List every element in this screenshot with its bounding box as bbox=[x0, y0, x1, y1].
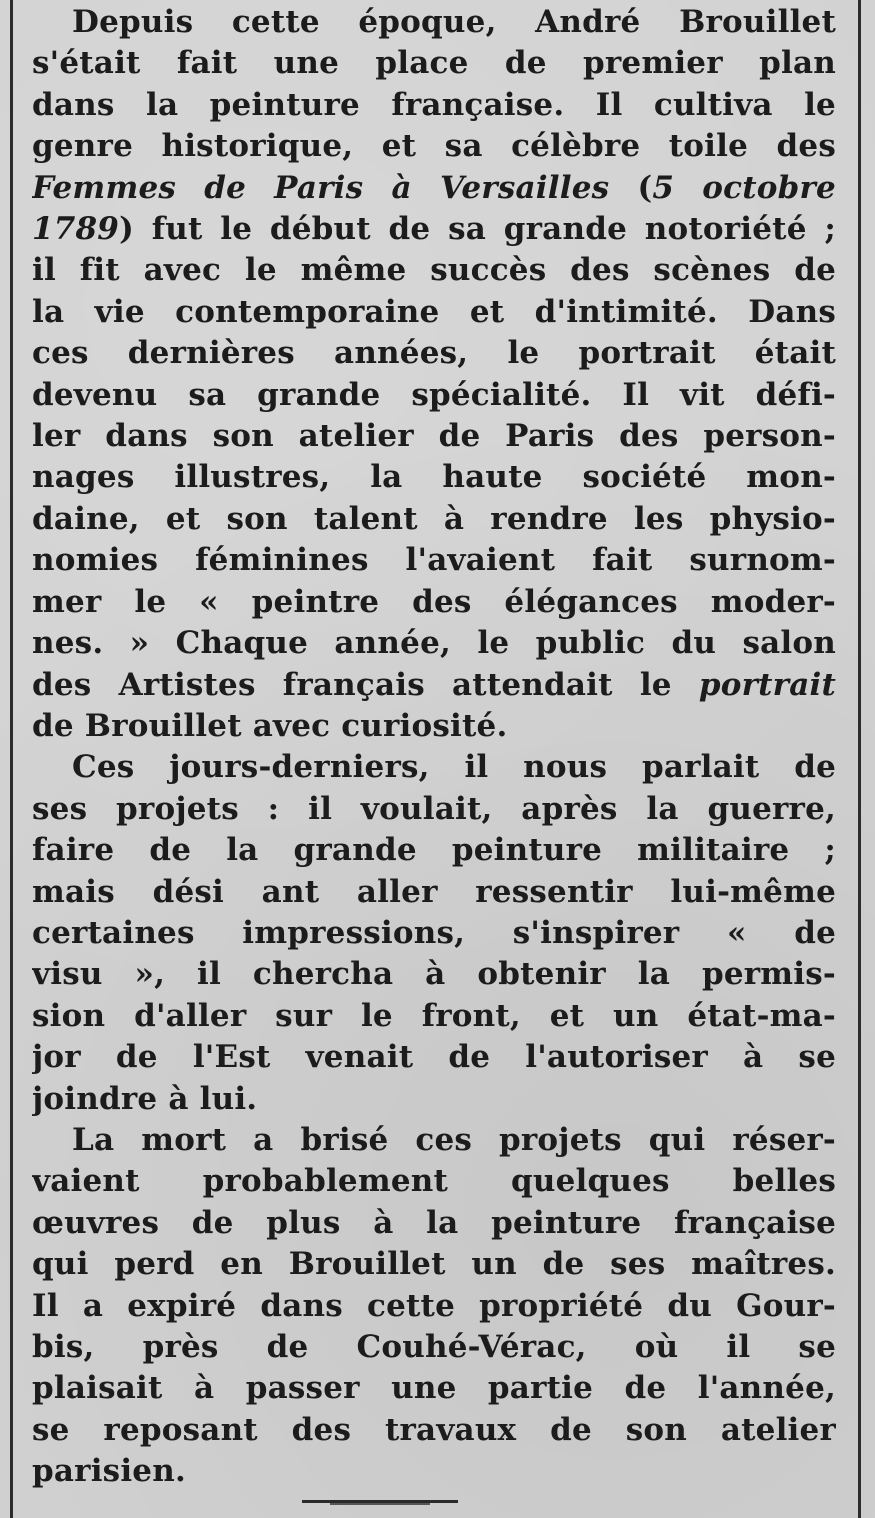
text-segment: joindre à lui. bbox=[32, 1080, 258, 1117]
italic-text-segment: 1789 bbox=[32, 211, 120, 248]
text-segment: nes. » Chaque année, le public du salon bbox=[32, 625, 836, 662]
text-line bbox=[32, 416, 836, 457]
text-line bbox=[32, 913, 836, 954]
text-line bbox=[32, 333, 836, 374]
text-segment: la vie contemporaine et d'intimité. Dans bbox=[32, 293, 836, 330]
text-line bbox=[32, 872, 836, 913]
text-segment: jor de l'Est venait de l'autoriser à se bbox=[32, 1039, 836, 1076]
text-segment: genre historique, et sa célèbre toile des bbox=[32, 128, 836, 165]
text-segment: mais dési ant aller ressentir lui-même bbox=[32, 873, 836, 910]
text-line bbox=[32, 1037, 836, 1078]
text-segment: ces dernières années, le portrait était bbox=[32, 335, 836, 372]
text-line bbox=[32, 292, 836, 333]
text-segment: œuvres de plus à la peinture française bbox=[32, 1204, 836, 1241]
article-column bbox=[32, 2, 836, 1493]
text-segment: des Artistes français attendait le bbox=[32, 666, 699, 703]
text-line bbox=[32, 706, 836, 747]
text-line bbox=[32, 1203, 836, 1244]
text-line bbox=[32, 375, 836, 416]
text-segment: vaient probablement quelques belles bbox=[32, 1163, 836, 1200]
article-paragraph bbox=[32, 1120, 836, 1493]
text-line bbox=[32, 499, 836, 540]
text-line bbox=[32, 209, 836, 250]
text-line bbox=[32, 1451, 836, 1492]
text-segment: mer le « peintre des élégances moder- bbox=[32, 583, 836, 620]
text-line bbox=[32, 540, 836, 581]
text-segment: La mort a brisé ces projets qui réser- bbox=[72, 1121, 836, 1158]
text-line bbox=[32, 2, 836, 43]
text-line bbox=[32, 457, 836, 498]
text-segment: dans la peinture française. Il cultiva le bbox=[32, 86, 836, 123]
text-line bbox=[32, 830, 836, 871]
text-line bbox=[32, 1327, 836, 1368]
text-segment: Il a expiré dans cette propriété du Gour- bbox=[32, 1287, 836, 1324]
text-segment: parisien. bbox=[32, 1453, 186, 1490]
text-line bbox=[32, 1244, 836, 1285]
column-rule-left bbox=[10, 0, 13, 1518]
text-line bbox=[32, 126, 836, 167]
text-segment: il fit avec le même succès des scènes de bbox=[32, 252, 836, 289]
text-line bbox=[32, 85, 836, 126]
text-line bbox=[32, 43, 836, 84]
text-segment: certaines impressions, s'inspirer « de bbox=[32, 914, 836, 951]
text-segment: faire de la grande peinture militaire ; bbox=[32, 832, 836, 869]
text-line bbox=[32, 250, 836, 291]
text-line bbox=[32, 954, 836, 995]
text-segment: s'était fait une place de premier plan bbox=[32, 45, 836, 82]
text-segment: ( bbox=[609, 169, 653, 206]
text-line bbox=[32, 747, 836, 788]
article-paragraph bbox=[32, 747, 836, 1120]
text-line bbox=[32, 996, 836, 1037]
text-line bbox=[32, 1410, 836, 1451]
text-segment: se reposant des travaux de son atelier bbox=[32, 1411, 836, 1448]
text-segment: ) fut le début de sa grande notoriété ; bbox=[119, 211, 836, 248]
text-segment: ler dans son atelier de Paris des person- bbox=[32, 418, 836, 455]
text-segment: bis, près de Couhé-Vérac, où il se bbox=[32, 1329, 836, 1365]
text-segment: Depuis cette époque, André Brouillet bbox=[72, 4, 836, 40]
text-line bbox=[32, 1368, 836, 1409]
text-line bbox=[32, 1079, 836, 1120]
text-line bbox=[32, 665, 836, 706]
text-segment: devenu sa grande spécialité. Il vit défi- bbox=[32, 376, 836, 413]
text-segment: nomies féminines l'avaient fait surnom- bbox=[32, 542, 836, 579]
text-line bbox=[32, 1120, 836, 1161]
italic-text-segment: 5 octobre bbox=[652, 169, 836, 206]
section-separator-shadow bbox=[330, 1503, 430, 1505]
text-segment: Ces jours-derniers, il nous parlait de bbox=[72, 749, 836, 786]
text-segment: visu », il chercha à obtenir la permis- bbox=[32, 956, 836, 993]
text-segment: qui perd en Brouillet un de ses maîtres. bbox=[32, 1246, 836, 1283]
text-segment: sion d'aller sur le front, et un état-ma- bbox=[32, 997, 836, 1034]
italic-text-segment: Femmes de Paris à Versailles bbox=[32, 169, 610, 206]
text-segment: plaisait à passer une partie de l'année, bbox=[32, 1370, 836, 1407]
text-segment: de Brouillet avec curiosité. bbox=[32, 707, 508, 744]
italic-text-segment: portrait bbox=[698, 666, 836, 703]
text-line bbox=[32, 623, 836, 664]
column-rule-right bbox=[858, 0, 861, 1518]
article-paragraph bbox=[32, 2, 836, 747]
text-line bbox=[32, 582, 836, 623]
text-segment: daine, et son talent à rendre les physio- bbox=[32, 500, 836, 537]
text-segment: ses projets : il voulait, après la guerre, bbox=[32, 790, 836, 827]
text-segment: nages illustres, la haute société mon- bbox=[32, 459, 836, 496]
text-line bbox=[32, 168, 836, 209]
text-line bbox=[32, 789, 836, 830]
text-line bbox=[32, 1161, 836, 1202]
text-line bbox=[32, 1286, 836, 1327]
